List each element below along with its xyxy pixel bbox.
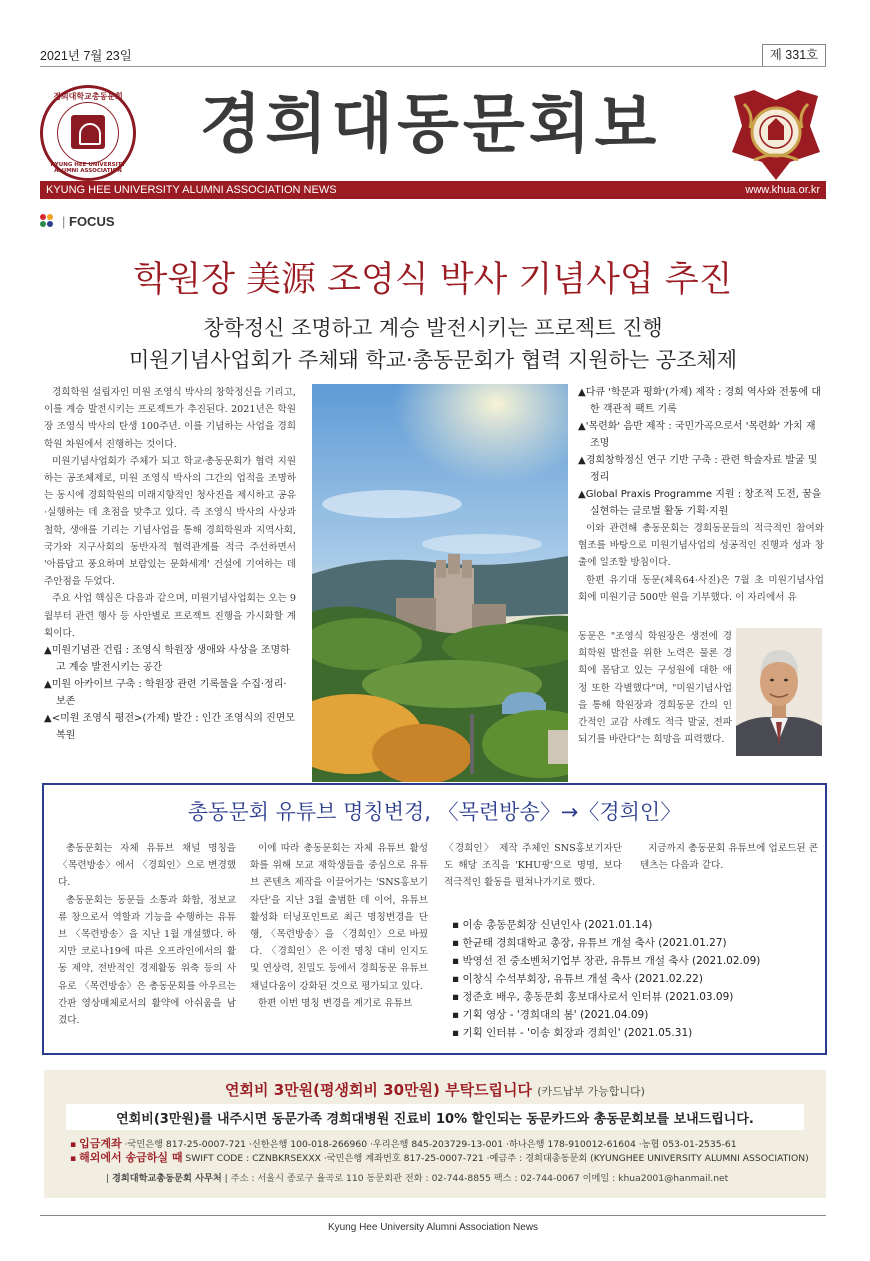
subheadline-1: 창학정신 조명하고 계승 발전시키는 프로젝트 진행 [203, 316, 663, 340]
main-headline: 학원장 美源 조영식 박사 기념사업 추진 [133, 260, 733, 300]
article-paragraph: 총동문회는 동문들 소통과 화합, 정보교류 창으로서 역할과 기능을 수행하는 유튜브 〈목련방송〉을 지난 1월 개설했다. 하지만 코로나19에 따른 오프라인에서의 활동 제약, 전반적인 경제활동 위축 등의 사유로 〈목련방송〉은 총동문회를 아우르는 간판 영상매체로서의 활약에 아쉬움을 남겼다. [58, 894, 236, 1027]
section-label [40, 214, 115, 229]
subheadline-2: 미원기념사업회가 주체돼 학교·총동문회가 협력 지원하는 공조체제 [128, 348, 738, 372]
footer-rule [40, 1215, 826, 1216]
masthead-title: 경희대동문회보 [199, 88, 661, 162]
list-item: ▪ 기획 영상 - '경희대의 봄' (2021.04.09) [452, 1006, 822, 1024]
youtube-column-1 [58, 840, 236, 1029]
article-paragraph: 한편 이번 명칭 변경을 계기로 유튜브 [258, 997, 413, 1009]
bullet-icon: ▪ [70, 1139, 77, 1150]
project-item: ▲미원 아카이브 구축 : 학원장 관련 기록물을 수집·정리·보존 [44, 679, 287, 708]
project-item: ▲미원기념관 건립 : 조영식 학원장 생애와 사상을 조명하고 계승 발전시키는 공간 [44, 645, 290, 674]
article-paragraph: 〈경희인〉 제작 주체인 SNS홍보기자단도 해당 조직을 'KHU팡'으로 명명, 보다 적극적인 활동을 펼쳐나가기로 했다. [444, 843, 622, 889]
overseas-label: 해외에서 송금하실 때 [79, 1151, 183, 1164]
project-item: ▲경희창학정신 연구 기반 구축 : 관련 학술자료 발굴 및 정리 [578, 455, 818, 483]
seal-text-top: 경희대학교총동문회 [53, 92, 123, 101]
bank-label: 입금계좌 [79, 1137, 122, 1150]
list-item: ▪ 박영선 전 중소벤처기업부 장관, 유튜브 개설 축사 (2021.02.09) [452, 952, 822, 970]
article-paragraph: 경희학원 설립자인 미원 조영식 박사의 창학정신을 기리고, 이를 계승 발전시키는 프로젝트가 추진된다. 2021년은 학원장 조영식 박사의 탄생 100주년. 이를 기념하는 사업을 경희학원 차원에서 진행하는 것이다. [44, 387, 296, 450]
list-item: ▪ 한균태 경희대학교 총장, 유튜브 개설 축사 (2021.01.27) [452, 934, 822, 952]
alumni-seal-logo [40, 85, 136, 181]
website-url: www.khua.or.kr [745, 184, 820, 196]
article-paragraph: 이에 따라 총동문회는 자체 유튜브 활성화를 위해 모교 재학생들을 중심으로 유튜브 콘텐츠 제작을 이끌어가는 'SNS홍보기자단'을 지난 3월 출범한 데 이어, 유튜브 활성화 터닝포인트로 최근 명칭변경을 단행, 〈목련방송〉을 〈경희인〉으로 바꿨다. 〈경희인〉은 이전 명칭 대비 인지도 및 연상력, 친밀도 등에서 경희동문 유튜브 채널다움이 강화된 것으로 평가되고 있다. [250, 843, 428, 992]
fee-title-text: 연회비 3만원(평생회비 30만원) 부탁드립니다 [225, 1081, 533, 1099]
list-item: ▪ 이송 총동문회장 신년인사 (2021.01.14) [452, 916, 822, 934]
youtube-column-3 [444, 840, 622, 892]
campus-photo [312, 384, 568, 782]
masthead-band [40, 181, 826, 199]
fee-title-note: (카드납부 가능합니다) [537, 1085, 645, 1098]
section-label-text: FOCUS [69, 214, 115, 229]
article-column-left [44, 384, 296, 744]
overseas-details: SWIFT CODE : CZNBKRSEXXX ·국민은행 계좌번호 817-25-0007-721 ·예금주 : 경희대총동문회 (KYUNGHEE UNIVERSITY ALUMNI ASSOCIATION) [185, 1153, 809, 1164]
youtube-notice-title: 총동문회 유튜브 명칭변경, 〈목련방송〉→〈경희인〉 [187, 800, 682, 824]
article-paragraph: 미원기념사업회가 주체가 되고 학교·총동문회가 협력 지원하는 공조체제로, 미원 조영식 박사의 그간의 업적을 조명하는 동시에 경희학원의 미래지향적인 청사진을 제시하고 공유·실행하는 데 초점을 맞추고 있다. 즉 조영식 박사의 사상과 철학, 생애를 기리는 기념사업을 통해 경희학원과 지역사회, 국가와 지구사회의 동반자적 협력관계를 적극 주선하면서 '아름답고 풍요하며 보람있는 문화세계' 건설에 기여하는 데 주안점을 두었다. [44, 455, 296, 588]
bullet-icon: ▪ [70, 1153, 77, 1164]
project-item: ▲<미원 조영식 평전>(가제) 발간 : 인간 조영식의 진면모 복원 [44, 713, 296, 742]
office-contact: 주소 : 서울시 종로구 율곡로 110 동문회관 전화 : 02-744-8855 팩스 : 02-744-0067 이메일 : khua2001@hanmail.net [230, 1173, 729, 1184]
article-paragraph: 이와 관련해 총동문회는 경희동문들의 적극적인 참여와 협조를 바탕으로 미원기념사업의 성공적인 진행과 성과 창출에 일조할 방침이다. [578, 523, 824, 569]
article-paragraph: 총동문회는 자체 유튜브 채널 명칭을 〈목련방송〉에서 〈경희인〉으로 변경했다. [58, 843, 236, 889]
divider: | [106, 1173, 113, 1184]
seal-text-bottom: KYUNG HEE UNIVERSITY ALUMNI ASSOCIATION [50, 162, 126, 174]
dots-icon [40, 214, 58, 228]
bank-account-list: ·국민은행 817-25-0007-721 ·신한은행 100-018-266960 ·우리은행 845-203729-13-001 ·하나은행 178-910012-61604 ·농협 053-01-2535-61 [124, 1139, 737, 1150]
issue-date: 2021년 7월 23일 [40, 49, 132, 63]
youtube-column-4 [640, 840, 818, 874]
youtube-content-list [452, 916, 822, 1042]
article-paragraph: 주요 사업 핵심은 다음과 같으며, 미원기념사업회는 오는 9월부터 관련 행사 등 사안별로 프로젝트 진행을 가시화할 계획이다. [44, 593, 296, 639]
seal-emblem-icon [71, 115, 105, 149]
project-item: ▲Global Praxis Programme 지원 : 창조적 도전, 꿈을 실현하는 글로벌 활동 기획·지원 [578, 489, 822, 517]
footer-text: Kyung Hee University Alumni Association News [327, 1222, 539, 1233]
list-item: ▪ 기획 인터뷰 - '이송 회장과 경희인' (2021.05.31) [452, 1024, 822, 1042]
section-divider: | [62, 214, 69, 229]
university-emblem-icon [724, 80, 828, 184]
project-item: ▲다큐 '학문과 평화'(가제) 제작 : 경희 역사와 전통에 대한 객관적 팩트 기록 [578, 387, 821, 415]
article-paragraph: 지금까지 총동문회 유튜브에 업로드된 콘텐츠는 다음과 같다. [640, 843, 818, 872]
article-column-right [578, 384, 824, 606]
divider: | [224, 1173, 231, 1184]
band-association-name: KYUNG HEE UNIVERSITY ALUMNI ASSOCIATION NEWS [46, 184, 337, 196]
article-column-right-wrap [578, 628, 732, 748]
header-rule [40, 66, 826, 67]
overseas-transfer [70, 1151, 809, 1166]
article-paragraph: 한편 유기대 동문(체육64·사진)은 7월 초 미원기념사업회에 미원기금 500만 원을 기부했다. 이 자리에서 유 [578, 574, 824, 603]
list-item: ▪ 정준호 배우, 총동문회 홍보대사로서 인터뷰 (2021.03.09) [452, 988, 822, 1006]
office-info [106, 1172, 796, 1186]
office-name: 경희대학교총동문회 사무처 [112, 1173, 222, 1184]
fee-main-text: 연회비(3만원)를 내주시면 동문가족 경희대병원 진료비 10% 할인되는 동문카드와 총동문회보를 보내드립니다. [116, 1112, 754, 1127]
project-item: ▲'목련화' 음반 제작 : 국민가곡으로서 '목련화' 가치 재조명 [578, 421, 816, 449]
donor-portrait-photo [736, 628, 822, 756]
article-paragraph: 동문은 "조영식 학원장은 생전에 경희학원 발전을 위한 노력은 물론 경희에 몸담고 있는 구성원에 대한 애정 또한 각별했다"며, "미원기념사업을 통해 학원장과 경희동문 간의 인간적인 교감 사례도 적극 발굴, 전파되기를 바란다"는 희망을 피력했다. [578, 631, 732, 746]
youtube-column-2 [250, 840, 428, 1012]
issue-number: 제 331호 [762, 44, 826, 66]
bank-accounts [70, 1137, 737, 1152]
fee-title [44, 1079, 826, 1100]
list-item: ▪ 이창식 수석부회장, 유튜브 개설 축사 (2021.02.22) [452, 970, 822, 988]
